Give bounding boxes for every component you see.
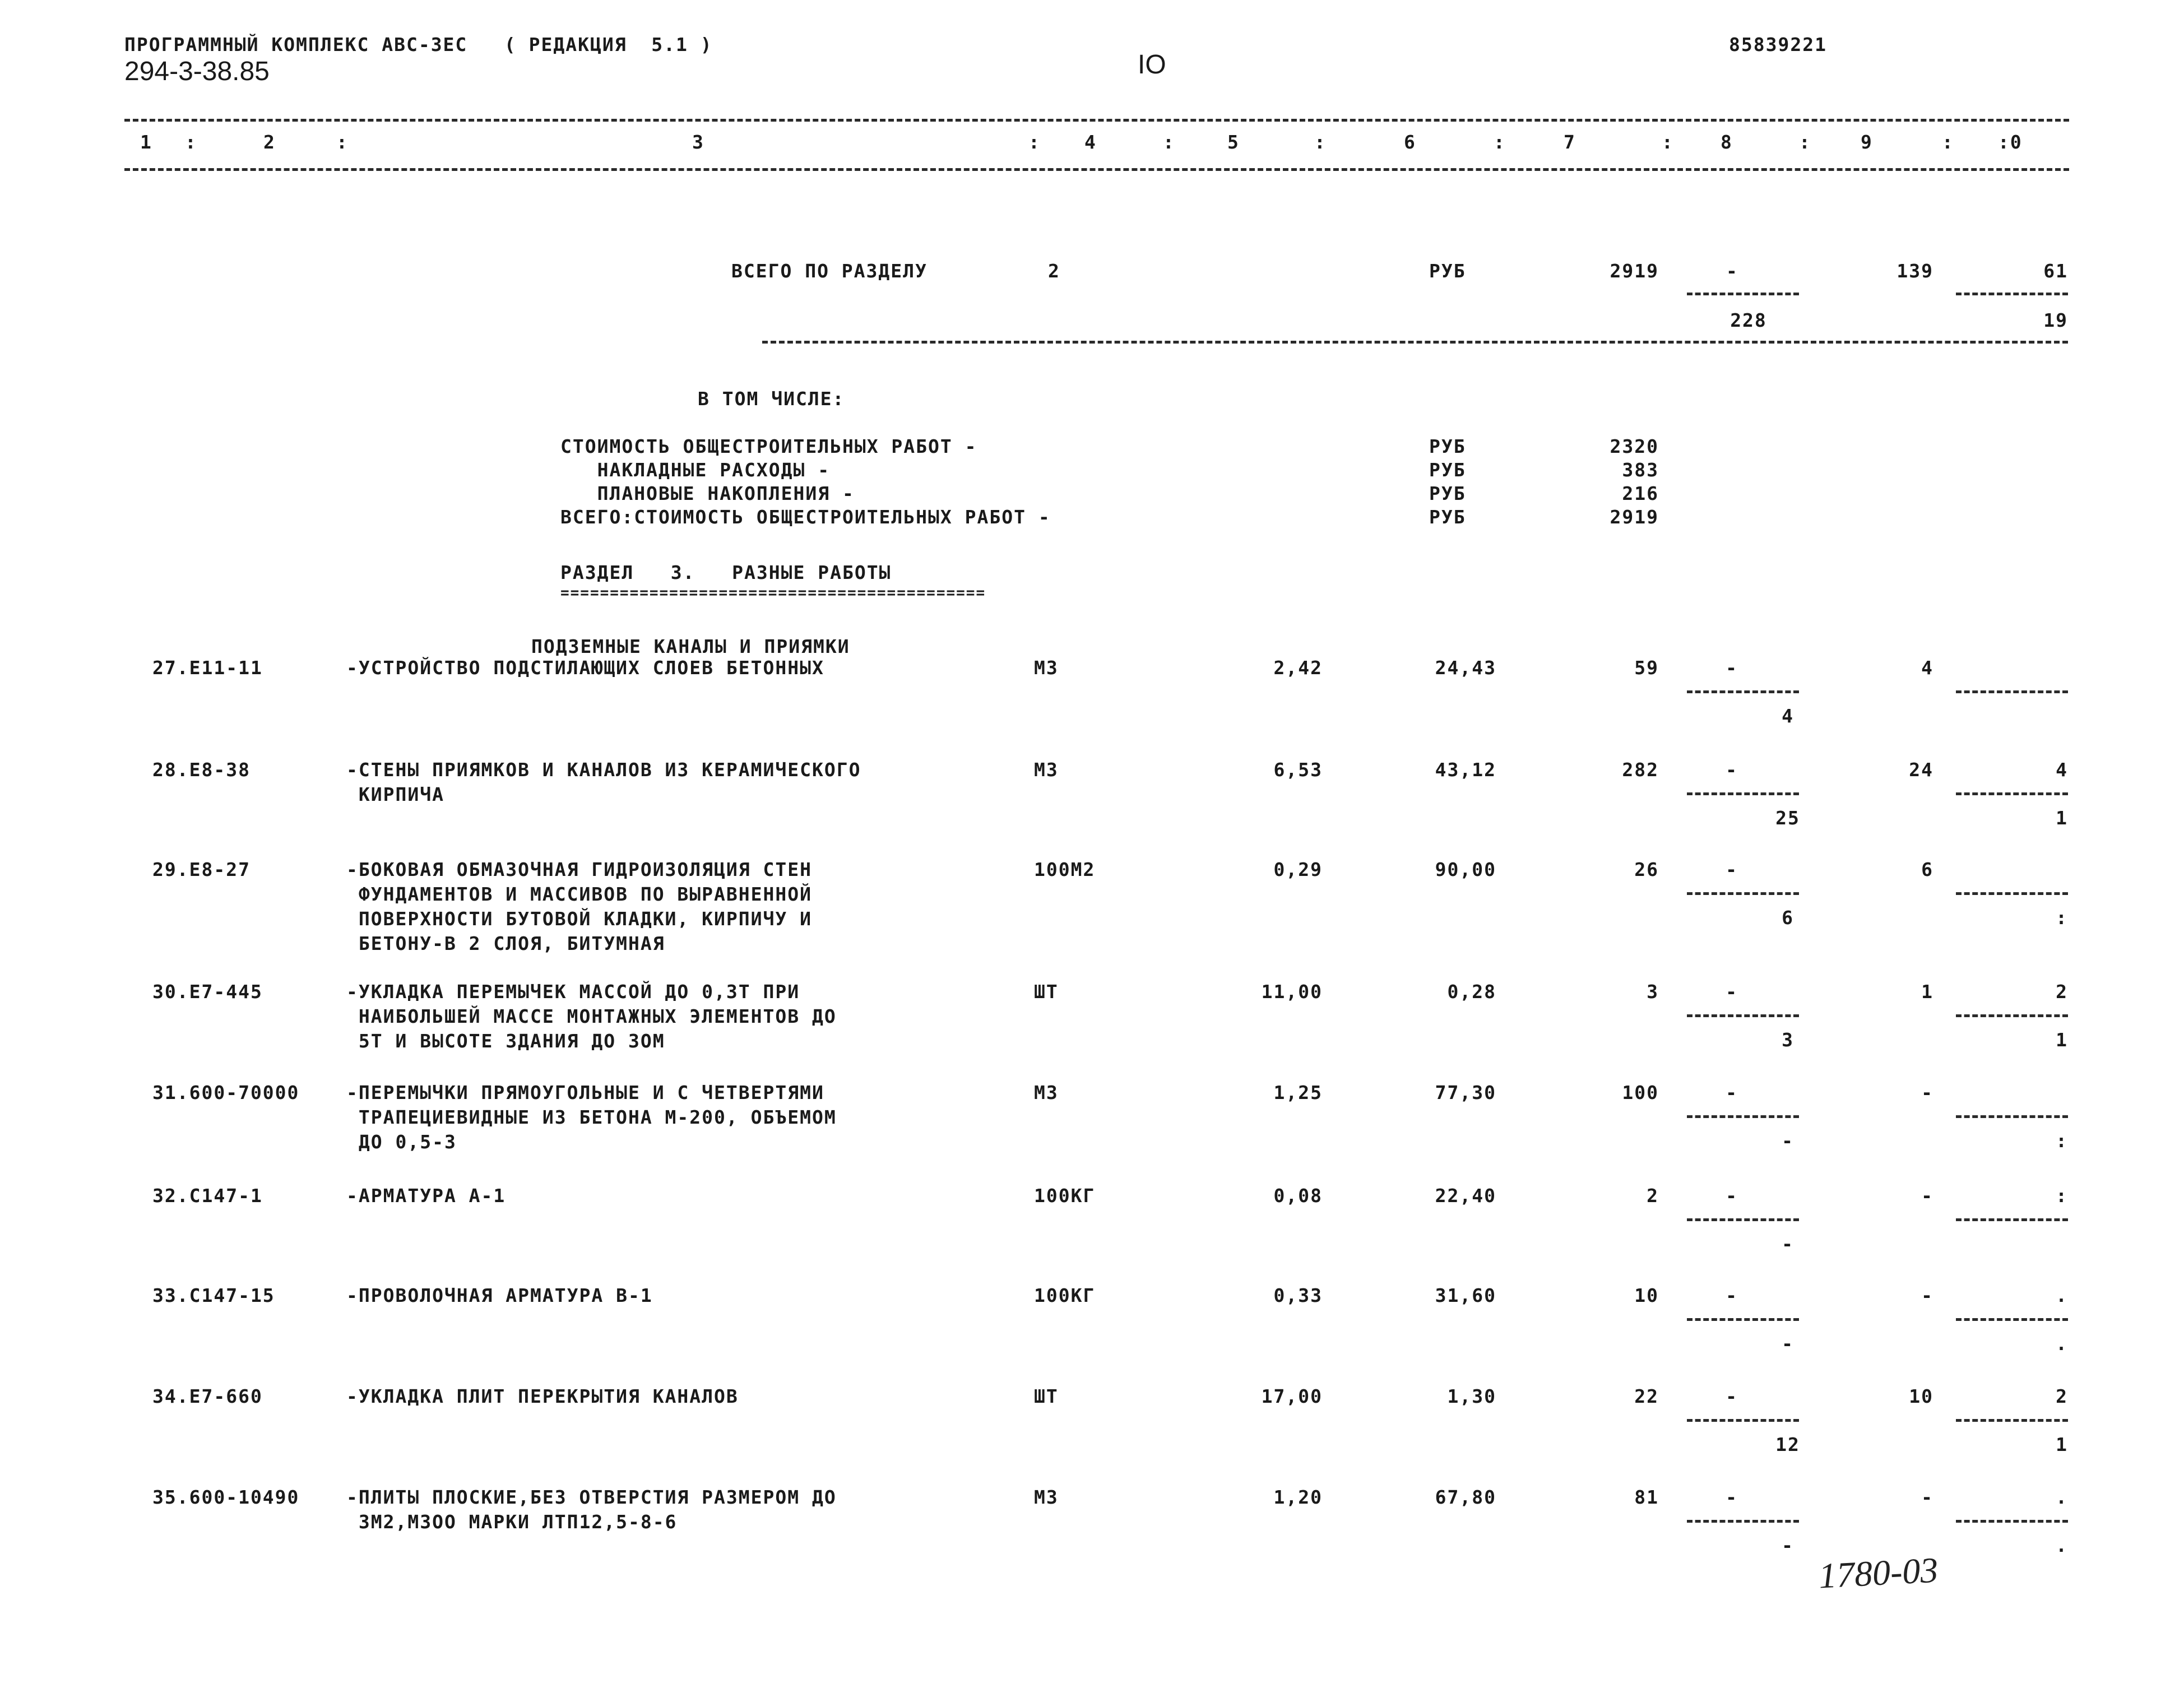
row-c8-top: - xyxy=(1726,1082,1738,1103)
row-c8-bottom: 12 xyxy=(1775,1434,1800,1455)
row-c8-rule xyxy=(1687,892,1799,895)
row-description-line: ТРАПЕЦИЕВИДНЫЕ ИЗ БЕТОНА М-200, ОБЪЕМОМ xyxy=(346,1106,837,1128)
column-header-11: : xyxy=(1494,131,1506,153)
row-total: 100 xyxy=(1622,1082,1659,1103)
row-description-line: -ПРОВОЛОЧНАЯ АРМАТУРА В-1 xyxy=(346,1284,653,1306)
row-c10-rule xyxy=(1956,1115,2068,1118)
row-code: 34.Е7-660 xyxy=(152,1385,263,1407)
column-header-6: 4 xyxy=(1084,131,1097,153)
row-unit: ШТ xyxy=(1034,1385,1059,1407)
row-unit: М3 xyxy=(1034,759,1059,781)
column-header-10: 6 xyxy=(1404,131,1416,153)
column-header-17: : xyxy=(1942,131,1954,153)
row-c9: 4 xyxy=(1921,657,1933,679)
doc-code: 85839221 xyxy=(1729,34,1827,55)
column-header-14: 8 xyxy=(1721,131,1733,153)
subsection-title: ПОДЗЕМНЫЕ КАНАЛЫ И ПРИЯМКИ xyxy=(531,636,850,657)
header-top-rule xyxy=(124,119,2069,122)
row-code: 27.Е11-11 xyxy=(152,657,263,679)
totals-c8-bottom: 228 xyxy=(1730,309,1767,331)
row-c10-bottom: 1 xyxy=(2056,807,2068,829)
including-row-value: 383 xyxy=(1622,459,1659,481)
row-c8-top: - xyxy=(1726,1486,1738,1508)
totals-c7: 2919 xyxy=(1610,260,1659,282)
row-c8-top: - xyxy=(1726,759,1738,781)
row-unit: ШТ xyxy=(1034,981,1059,1003)
row-unit: 100М2 xyxy=(1034,859,1096,880)
column-header-3: : xyxy=(336,131,349,153)
including-row-label: СТОИМОСТЬ ОБЩЕСТРОИТЕЛЬНЫХ РАБОТ - xyxy=(560,435,977,457)
row-c9: 10 xyxy=(1909,1385,1933,1407)
column-header-15: : xyxy=(1799,131,1811,153)
row-c8-rule xyxy=(1687,1115,1799,1118)
row-unit-price: 22,40 xyxy=(1435,1185,1496,1207)
row-quantity: 1,25 xyxy=(1273,1082,1323,1103)
row-c8-rule xyxy=(1687,1318,1799,1321)
totals-c10-rule xyxy=(1956,293,2068,295)
row-unit-price: 1,30 xyxy=(1447,1385,1496,1407)
row-c8-bottom: 4 xyxy=(1782,705,1794,727)
column-header-7: : xyxy=(1163,131,1175,153)
column-header-18: :0 xyxy=(1998,131,2023,153)
row-code: 29.Е8-27 xyxy=(152,859,251,880)
row-c8-rule xyxy=(1687,792,1799,795)
including-row-value: 216 xyxy=(1622,483,1659,504)
doc-number: 294-3-38.85 xyxy=(124,57,270,86)
row-c10-bottom: : xyxy=(2056,1130,2068,1152)
row-c8-rule xyxy=(1687,1014,1799,1017)
including-label: В ТОМ ЧИСЛЕ: xyxy=(698,388,845,410)
row-c8-top: - xyxy=(1726,981,1738,1003)
row-description-line: ФУНДАМЕНТОВ И МАССИВОВ ПО ВЫРАВНЕННОЙ xyxy=(346,883,812,905)
row-c10-bottom: 1 xyxy=(2056,1434,2068,1455)
row-c10-rule xyxy=(1956,690,2068,693)
row-c10-rule xyxy=(1956,892,2068,895)
totals-rule xyxy=(762,341,2068,344)
including-row-label: НАКЛАДНЫЕ РАСХОДЫ - xyxy=(560,459,831,481)
row-c8-rule xyxy=(1687,690,1799,693)
including-row-value: 2919 xyxy=(1610,506,1659,528)
row-c8-bottom: - xyxy=(1782,1130,1794,1152)
row-quantity: 11,00 xyxy=(1261,981,1323,1003)
row-c8-bottom: - xyxy=(1782,1534,1794,1556)
row-description-line: -АРМАТУРА А-1 xyxy=(346,1185,506,1207)
totals-c10-bottom: 19 xyxy=(2043,309,2068,331)
row-total: 3 xyxy=(1647,981,1659,1003)
row-code: 28.Е8-38 xyxy=(152,759,251,781)
row-c9: 24 xyxy=(1909,759,1933,781)
totals-unit: РУБ xyxy=(1429,260,1466,282)
row-unit: 100КГ xyxy=(1034,1185,1096,1207)
row-c10-top: . xyxy=(2056,1486,2068,1508)
row-code: 32.С147-1 xyxy=(152,1185,263,1207)
row-description-line: -СТЕНЫ ПРИЯМКОВ И КАНАЛОВ ИЗ КЕРАМИЧЕСКОГО xyxy=(346,759,861,781)
row-code: 31.600-70000 xyxy=(152,1082,300,1103)
row-c10-bottom: : xyxy=(2056,907,2068,929)
row-unit: М3 xyxy=(1034,657,1059,679)
row-total: 26 xyxy=(1634,859,1659,880)
row-c9: 1 xyxy=(1921,981,1933,1003)
row-c10-bottom: 1 xyxy=(2056,1029,2068,1051)
row-description-line: 5Т И ВЫСОТЕ ЗДАНИЯ ДО 3ОМ xyxy=(346,1030,665,1052)
row-c8-bottom: - xyxy=(1782,1333,1794,1355)
row-c10-rule xyxy=(1956,792,2068,795)
totals-label: ВСЕГО ПО РАЗДЕЛУ xyxy=(731,260,928,282)
row-total: 2 xyxy=(1647,1185,1659,1207)
row-quantity: 2,42 xyxy=(1273,657,1323,679)
row-description-line: КИРПИЧА xyxy=(346,783,444,805)
row-quantity: 1,20 xyxy=(1273,1486,1323,1508)
row-c8-bottom: 25 xyxy=(1775,807,1800,829)
row-c8-rule xyxy=(1687,1218,1799,1221)
including-row-unit: РУБ xyxy=(1429,459,1466,481)
row-c8-top: - xyxy=(1726,859,1738,880)
row-c9: - xyxy=(1921,1185,1933,1207)
row-c10-top: 2 xyxy=(2056,1385,2068,1407)
row-c9: 6 xyxy=(1921,859,1933,880)
row-total: 282 xyxy=(1622,759,1659,781)
row-c10-rule xyxy=(1956,1520,2068,1523)
row-quantity: 17,00 xyxy=(1261,1385,1323,1407)
row-c8-top: - xyxy=(1726,1185,1738,1207)
row-c10-rule xyxy=(1956,1318,2068,1321)
row-c8-rule xyxy=(1687,1419,1799,1422)
including-row-label: ВСЕГО:СТОИМОСТЬ ОБЩЕСТРОИТЕЛЬНЫХ РАБОТ - xyxy=(560,506,1051,528)
row-unit-price: 77,30 xyxy=(1435,1082,1496,1103)
row-c10-top: . xyxy=(2056,1284,2068,1306)
row-c8-top: - xyxy=(1726,1284,1738,1306)
row-unit-price: 67,80 xyxy=(1435,1486,1496,1508)
row-unit: М3 xyxy=(1034,1082,1059,1103)
row-code: 30.Е7-445 xyxy=(152,981,263,1003)
column-header-9: : xyxy=(1314,131,1327,153)
row-quantity: 0,08 xyxy=(1273,1185,1323,1207)
row-quantity: 0,29 xyxy=(1273,859,1323,880)
row-description-line: НАИБОЛЬШЕЙ МАССЕ МОНТАЖНЫХ ЭЛЕМЕНТОВ ДО xyxy=(346,1005,837,1027)
totals-c9: 139 xyxy=(1896,260,1933,282)
row-unit-price: 0,28 xyxy=(1447,981,1496,1003)
row-c8-bottom: - xyxy=(1782,1233,1794,1255)
header-bottom-rule xyxy=(124,168,2069,171)
column-header-13: : xyxy=(1662,131,1674,153)
row-c10-top: 2 xyxy=(2056,981,2068,1003)
column-header-16: 9 xyxy=(1861,131,1873,153)
row-c8-top: - xyxy=(1726,1385,1738,1407)
row-c10-top: 4 xyxy=(2056,759,2068,781)
column-header-1: : xyxy=(185,131,197,153)
column-header-5: : xyxy=(1028,131,1041,153)
row-c8-bottom: 6 xyxy=(1782,907,1794,929)
row-description-line: БЕТОНУ-В 2 СЛОЯ, БИТУМНАЯ xyxy=(346,933,665,954)
row-description-line: -ПЕРЕМЫЧКИ ПРЯМОУГОЛЬНЫЕ И С ЧЕТВЕРТЯМИ xyxy=(346,1082,824,1103)
row-description-line: -ПЛИТЫ ПЛОСКИЕ,БЕЗ ОТВЕРСТИЯ РАЗМЕРОМ ДО xyxy=(346,1486,837,1508)
row-unit-price: 31,60 xyxy=(1435,1284,1496,1306)
row-c8-bottom: 3 xyxy=(1782,1029,1794,1051)
including-row-label: ПЛАНОВЫЕ НАКОПЛЕНИЯ - xyxy=(560,483,855,504)
section3-title: РАЗДЕЛ 3. РАЗНЫЕ РАБОТЫ xyxy=(560,562,892,583)
row-unit-price: 90,00 xyxy=(1435,859,1496,880)
row-quantity: 0,33 xyxy=(1273,1284,1323,1306)
row-description-line: -УКЛАДКА ПЕРЕМЫЧЕК МАССОЙ ДО 0,3Т ПРИ xyxy=(346,981,800,1003)
row-description-line: -БОКОВАЯ ОБМАЗОЧНАЯ ГИДРОИЗОЛЯЦИЯ СТЕН xyxy=(346,859,812,880)
row-c10-rule xyxy=(1956,1419,2068,1422)
row-c10-bottom: . xyxy=(2056,1333,2068,1355)
stamp-number: 1780-03 xyxy=(1817,1550,1939,1596)
row-unit: 100КГ xyxy=(1034,1284,1096,1306)
totals-section: 2 xyxy=(1048,260,1060,282)
row-code: 35.600-10490 xyxy=(152,1486,300,1508)
row-unit-price: 43,12 xyxy=(1435,759,1496,781)
row-description-line: ПОВЕРХНОСТИ БУТОВОЙ КЛАДКИ, КИРПИЧУ И xyxy=(346,908,812,930)
column-header-2: 2 xyxy=(263,131,276,153)
totals-c8-rule xyxy=(1687,293,1799,295)
column-header-0: 1 xyxy=(140,131,152,153)
column-header-12: 7 xyxy=(1564,131,1576,153)
section3-underline: =========================================== xyxy=(560,585,986,601)
column-header-4: 3 xyxy=(692,131,704,153)
row-c8-top: - xyxy=(1726,657,1738,679)
row-total: 81 xyxy=(1634,1486,1659,1508)
row-quantity: 6,53 xyxy=(1273,759,1323,781)
row-description-line: -УСТРОЙСТВО ПОДСТИЛАЮЩИХ СЛОЕВ БЕТОННЫХ xyxy=(346,657,824,679)
including-row-unit: РУБ xyxy=(1429,483,1466,504)
row-description-line: ДО 0,5-3 xyxy=(346,1131,457,1153)
including-row-unit: РУБ xyxy=(1429,435,1466,457)
row-c8-rule xyxy=(1687,1520,1799,1523)
row-total: 59 xyxy=(1634,657,1659,679)
row-unit-price: 24,43 xyxy=(1435,657,1496,679)
row-c9: - xyxy=(1921,1284,1933,1306)
row-description-line: -УКЛАДКА ПЛИТ ПЕРЕКРЫТИЯ КАНАЛОВ xyxy=(346,1385,739,1407)
program-line: ПРОГРАММНЫЙ КОМПЛЕКС АВС-ЗЕС ( РЕДАКЦИЯ 5.1 ) xyxy=(124,34,713,55)
row-description-line: 3М2,М3ОО МАРКИ ЛТП12,5-8-6 xyxy=(346,1511,678,1533)
row-c10-top: : xyxy=(2056,1185,2068,1207)
page-number: IO xyxy=(1138,50,1166,80)
row-code: 33.С147-15 xyxy=(152,1284,275,1306)
totals-c10-top: 61 xyxy=(2043,260,2068,282)
row-total: 22 xyxy=(1634,1385,1659,1407)
column-header-8: 5 xyxy=(1227,131,1240,153)
totals-c8-top: - xyxy=(1726,260,1738,282)
row-c9: - xyxy=(1921,1082,1933,1103)
row-c10-rule xyxy=(1956,1218,2068,1221)
row-c10-bottom: . xyxy=(2056,1534,2068,1556)
row-unit: М3 xyxy=(1034,1486,1059,1508)
including-row-unit: РУБ xyxy=(1429,506,1466,528)
row-c9: - xyxy=(1921,1486,1933,1508)
including-row-value: 2320 xyxy=(1610,435,1659,457)
row-total: 10 xyxy=(1634,1284,1659,1306)
row-c10-rule xyxy=(1956,1014,2068,1017)
